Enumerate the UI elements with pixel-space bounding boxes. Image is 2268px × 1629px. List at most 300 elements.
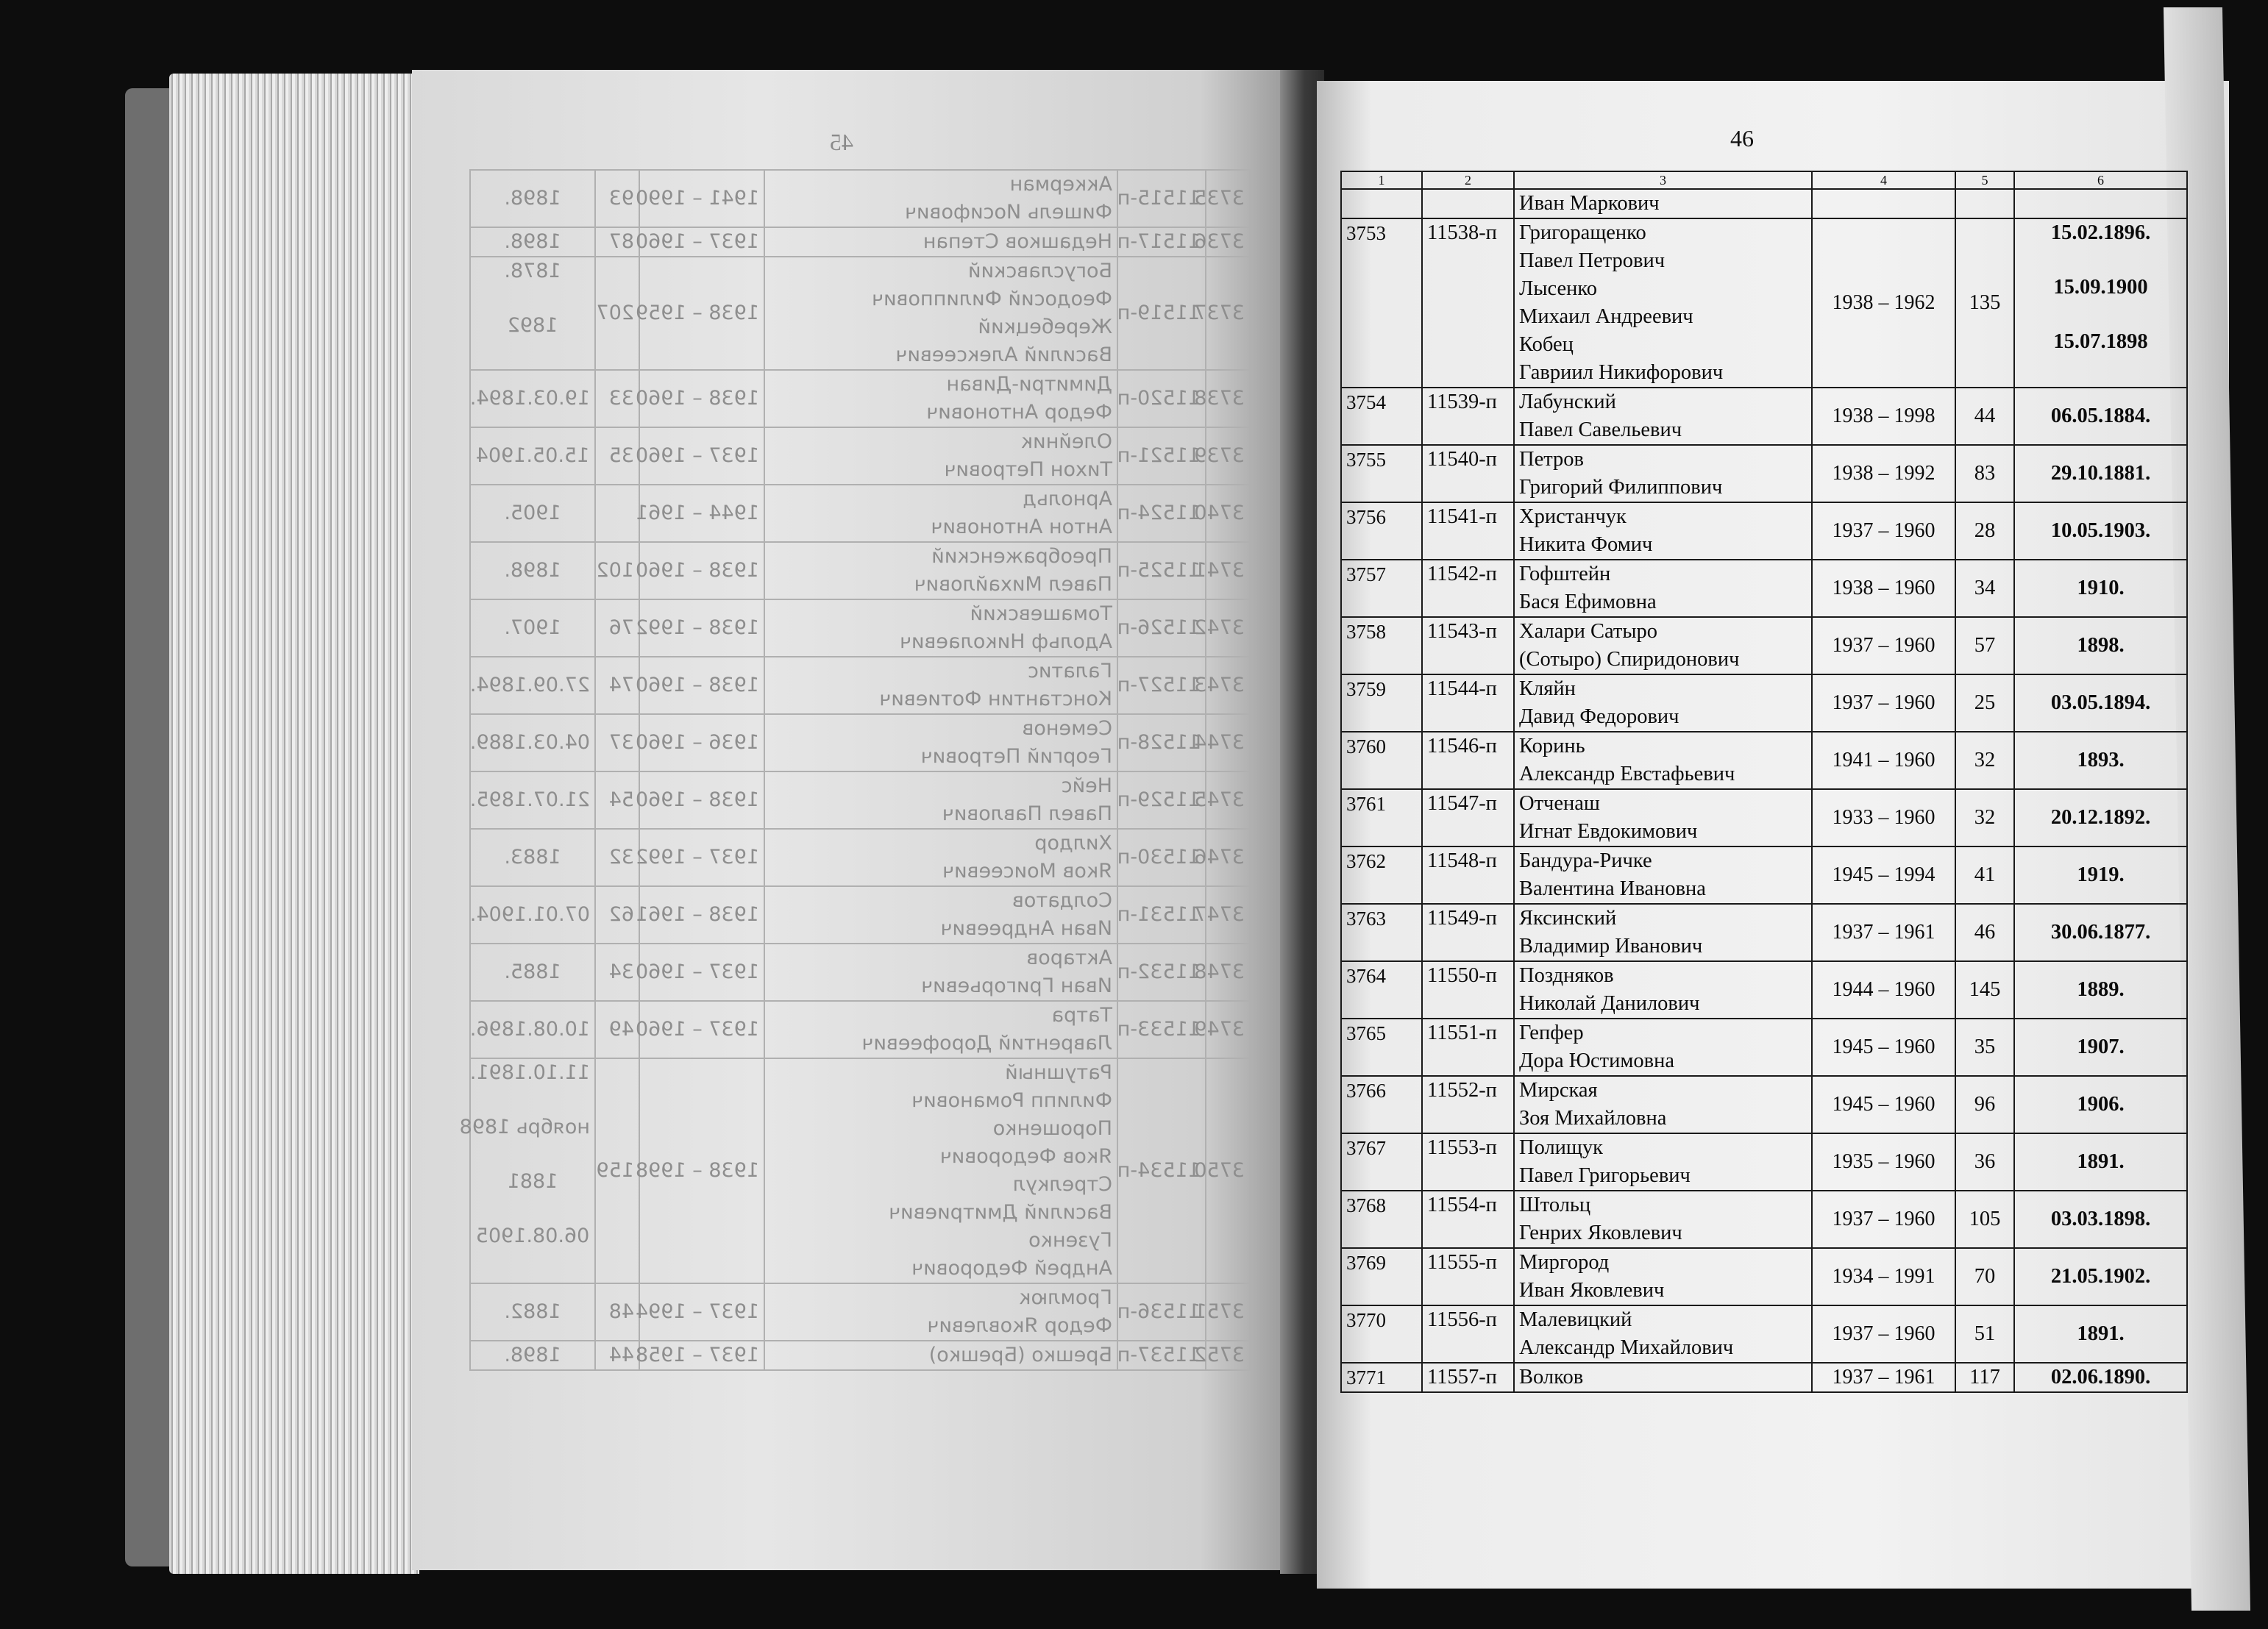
case-number: 11548-п — [1422, 846, 1514, 904]
years-range: 1938 – 1960 — [1812, 560, 1955, 617]
table-row — [470, 227, 1250, 257]
person-names — [764, 886, 1117, 944]
record-number: 3756 — [1341, 502, 1422, 560]
birth-date: 1891. — [2014, 1305, 2187, 1363]
name-line: Иван Яковлевич — [1519, 1279, 1665, 1302]
person-names — [1514, 617, 1812, 674]
sheet-count: 117 — [1955, 1363, 2014, 1392]
birth-date: 30.06.1877. — [2014, 904, 2187, 961]
record-number: 3754 — [1341, 388, 1422, 445]
years-range: 1937 – 1960 — [1812, 674, 1955, 732]
record-number: 3749 — [1206, 1001, 1250, 1058]
birth-date: 10.05.1903. — [2014, 502, 2187, 560]
record-number: 3747 — [1206, 886, 1250, 944]
years-range: 1945 – 1994 — [1812, 846, 1955, 904]
case-number: 11554-п — [1422, 1191, 1514, 1248]
name-line: Григорий Филиппович — [1519, 476, 1723, 499]
years-range: 1936 – 1960 — [639, 714, 764, 771]
case-number: 11527-п — [1117, 657, 1206, 714]
name-line: Иван Григорьевич — [921, 974, 1112, 997]
left-register-table — [459, 169, 1251, 1371]
table-row — [470, 485, 1250, 542]
register-table — [1340, 171, 2188, 1393]
sheet-count: 57 — [1955, 617, 2014, 674]
birth-date: 1919. — [2014, 846, 2187, 904]
name-line: Димитри-Диван — [946, 373, 1112, 396]
case-number: 11529-п — [1117, 771, 1206, 829]
case-number: 11520-п — [1117, 370, 1206, 427]
record-number: 3765 — [1341, 1019, 1422, 1076]
name-line: Отченаш — [1519, 792, 1600, 815]
birth-line: 15.02.1896. — [2050, 221, 2151, 244]
header-col-2: 2 — [1422, 171, 1514, 189]
table-row — [1341, 189, 2187, 218]
years-range: 1945 – 1960 — [1812, 1076, 1955, 1133]
name-line: Василий Алексеевич — [895, 343, 1112, 366]
birth-line: 1892 — [507, 314, 558, 337]
name-line: Актаров — [1026, 947, 1112, 969]
years-range: 1937 – 1960 — [1812, 617, 1955, 674]
name-line: Малевицкий — [1519, 1308, 1632, 1331]
person-names — [1514, 1363, 1812, 1392]
table-row — [470, 257, 1250, 370]
birth-date: 1882. — [470, 1283, 595, 1341]
record-number: 3743 — [1206, 657, 1250, 714]
person-names — [1514, 218, 1812, 388]
record-number: 3770 — [1341, 1305, 1422, 1363]
case-number — [1422, 189, 1514, 218]
table-row — [1341, 388, 2187, 445]
table-row — [1341, 904, 2187, 961]
sheet-count: 41 — [1955, 846, 2014, 904]
years-range: 1937 – 1958 — [639, 1341, 764, 1370]
table-row — [1341, 502, 2187, 560]
years-range: 1938 – 1962 — [1812, 218, 1955, 388]
record-number: 3758 — [1341, 617, 1422, 674]
name-line: Жеребецкий — [978, 316, 1112, 338]
left-page-number: 45 — [830, 129, 853, 155]
sheet-count: 32 — [1955, 789, 2014, 846]
sheet-count: 83 — [1955, 445, 2014, 502]
person-names — [764, 370, 1117, 427]
sheet-count: 49 — [595, 1001, 639, 1058]
name-line: Филипп Романович — [911, 1089, 1112, 1112]
record-number: 3759 — [1341, 674, 1422, 732]
table-row — [470, 771, 1250, 829]
page-edges — [169, 74, 419, 1574]
sheet-count: 48 — [595, 1283, 639, 1341]
header-col-1: 1 — [1341, 171, 1422, 189]
birth-date: 27.09.1894. — [470, 657, 595, 714]
birth-date — [470, 257, 595, 370]
birth-date: 1885. — [470, 944, 595, 1001]
person-names — [1514, 789, 1812, 846]
header-col-4: 4 — [1812, 171, 1955, 189]
name-line: Олейник — [1020, 430, 1112, 453]
birth-date: 1898. — [470, 1341, 595, 1370]
years-range: 1938 – 1960 — [639, 771, 764, 829]
name-line: Богуславский — [967, 260, 1112, 282]
table-row — [470, 599, 1250, 657]
name-line: Зоя Михайловна — [1519, 1107, 1667, 1130]
name-line: Яксинский — [1519, 907, 1617, 930]
name-line: Халари Сатыро — [1519, 620, 1658, 643]
name-line: Преображенский — [931, 545, 1112, 568]
name-line: Константин Фотиевич — [879, 688, 1112, 710]
birth-line: 15.07.1898 — [2053, 330, 2148, 353]
person-names — [764, 599, 1117, 657]
person-names — [1514, 388, 1812, 445]
record-number: 3744 — [1206, 714, 1250, 771]
person-names — [764, 170, 1117, 227]
name-line: Петров — [1519, 448, 1584, 471]
sheet-count: 35 — [1955, 1019, 2014, 1076]
record-number: 3764 — [1341, 961, 1422, 1019]
name-line: Михаил Андреевич — [1519, 305, 1693, 328]
table-row — [1341, 789, 2187, 846]
case-number: 11556-п — [1422, 1305, 1514, 1363]
years-range: 1937 – 1960 — [639, 1001, 764, 1058]
name-line: Лысенко — [1519, 277, 1598, 300]
record-number: 3757 — [1341, 560, 1422, 617]
name-line: Андрей Федорович — [911, 1257, 1112, 1280]
name-line: Антон Антонович — [931, 516, 1112, 538]
name-line: Мирская — [1519, 1079, 1598, 1102]
person-names — [1514, 445, 1812, 502]
years-range: 1941 – 1990 — [639, 170, 764, 227]
years-range: 1945 – 1960 — [1812, 1019, 1955, 1076]
years-range: 1933 – 1960 — [1812, 789, 1955, 846]
name-line: Миргород — [1519, 1251, 1610, 1274]
person-names — [764, 944, 1117, 1001]
record-number: 3742 — [1206, 599, 1250, 657]
years-range: 1937 – 1960 — [1812, 1305, 1955, 1363]
name-line: Гузенко — [1028, 1229, 1112, 1252]
case-number: 11544-п — [1422, 674, 1514, 732]
birth-date: 1898. — [470, 227, 595, 257]
years-range: 1938 – 1992 — [639, 599, 764, 657]
name-line: Томашевский — [970, 602, 1112, 625]
person-names — [1514, 1133, 1812, 1191]
record-number: 3768 — [1341, 1191, 1422, 1248]
years-range: 1937 – 1961 — [1812, 904, 1955, 961]
sheet-count: 44 — [595, 1341, 639, 1370]
sheet-count: 96 — [1955, 1076, 2014, 1133]
person-names — [764, 1058, 1117, 1283]
sheet-count: 54 — [595, 771, 639, 829]
case-number: 11533-п — [1117, 1001, 1206, 1058]
name-line: Василий Дмитриевич — [889, 1201, 1112, 1224]
sheet-count: 35 — [595, 427, 639, 485]
name-line: Павел Петрович — [1519, 249, 1666, 272]
name-line: Иван Маркович — [1519, 192, 1660, 215]
case-number: 11552-п — [1422, 1076, 1514, 1133]
name-line: Григоращенко — [1519, 221, 1646, 244]
birth-date: 06.05.1884. — [2014, 388, 2187, 445]
name-line: Порошенко — [992, 1117, 1112, 1140]
case-number: 11538-п — [1422, 218, 1514, 388]
years-range: 1938 – 1960 — [639, 657, 764, 714]
person-names — [1514, 904, 1812, 961]
birth-date: 07.01.1904. — [470, 886, 595, 944]
birth-date: 10.08.1896. — [470, 1001, 595, 1058]
case-number: 11536-п — [1117, 1283, 1206, 1341]
table-row — [470, 370, 1250, 427]
years-range: 1937 – 1960 — [639, 944, 764, 1001]
person-names — [764, 1341, 1117, 1370]
sheet-count: 74 — [595, 657, 639, 714]
case-number: 11517-п — [1117, 227, 1206, 257]
record-number: 3755 — [1341, 445, 1422, 502]
name-line: Гепфер — [1519, 1022, 1584, 1044]
person-names — [1514, 846, 1812, 904]
name-line: Владимир Иванович — [1519, 935, 1703, 958]
case-number: 11547-п — [1422, 789, 1514, 846]
name-line: Семенов — [1022, 717, 1112, 740]
name-line: Поздняков — [1519, 964, 1614, 987]
sheet-count: 207 — [595, 257, 639, 370]
person-names — [1514, 502, 1812, 560]
case-number: 11543-п — [1422, 617, 1514, 674]
case-number: 11557-п — [1422, 1363, 1514, 1392]
name-line: Хилдор — [1034, 832, 1112, 855]
sheet-count: 32 — [1955, 732, 2014, 789]
person-names — [764, 714, 1117, 771]
name-line: Иван Андреевич — [940, 917, 1112, 940]
sheet-count: 34 — [595, 944, 639, 1001]
record-number: 3737 — [1206, 257, 1250, 370]
case-number: 11555-п — [1422, 1248, 1514, 1305]
sheet-count: 105 — [1955, 1191, 2014, 1248]
birth-date: 03.03.1898. — [2014, 1191, 2187, 1248]
case-number: 11519-п — [1117, 257, 1206, 370]
name-line: Волков — [1519, 1366, 1584, 1389]
name-line: Александр Евстафьевич — [1519, 763, 1735, 785]
sheet-count: 145 — [1955, 961, 2014, 1019]
birth-date: 1898. — [2014, 617, 2187, 674]
sheet-count: 159 — [595, 1058, 639, 1283]
birth-date: 21.05.1902. — [2014, 1248, 2187, 1305]
birth-date: 1891. — [2014, 1133, 2187, 1191]
table-row — [1341, 1076, 2187, 1133]
birth-date: 1898. — [470, 170, 595, 227]
sheet-count: 46 — [1955, 904, 2014, 961]
case-number: 11540-п — [1422, 445, 1514, 502]
person-names — [764, 829, 1117, 886]
sheet-count: 25 — [1955, 674, 2014, 732]
table-row — [470, 1058, 1250, 1283]
record-number: 3750 — [1206, 1058, 1250, 1283]
sheet-count: 102 — [595, 542, 639, 599]
birth-date: 03.05.1894. — [2014, 674, 2187, 732]
name-line: Яков Моисеевич — [942, 860, 1112, 883]
case-number: 11532-п — [1117, 944, 1206, 1001]
record-number: 3771 — [1341, 1363, 1422, 1392]
sheet-count: 44 — [1955, 388, 2014, 445]
birth-date — [459, 1058, 595, 1283]
person-names — [764, 485, 1117, 542]
birth-date: 1883. — [470, 829, 595, 886]
person-names — [764, 657, 1117, 714]
name-line: Стрелкул — [1012, 1173, 1112, 1196]
sheet-count: 36 — [1955, 1133, 2014, 1191]
person-names — [764, 257, 1117, 370]
sheet-count: 33 — [595, 370, 639, 427]
birth-line: 1881 — [507, 1170, 558, 1193]
table-row — [1341, 1019, 2187, 1076]
name-line: Игнат Евдокимович — [1519, 820, 1698, 843]
years-range: 1944 – 1960 — [1812, 961, 1955, 1019]
case-number: 11528-п — [1117, 714, 1206, 771]
name-line: Коринь — [1519, 735, 1585, 758]
name-line: Брешко (Брешко) — [928, 1344, 1112, 1366]
birth-date: 1889. — [2014, 961, 2187, 1019]
name-line: Кляйн — [1519, 677, 1576, 700]
name-line: Тихон Петрович — [944, 458, 1112, 481]
name-line: Нейс — [1061, 774, 1112, 797]
birth-date: 19.03.1894. — [470, 370, 595, 427]
case-number: 11542-п — [1422, 560, 1514, 617]
name-line: Георгий Петрович — [920, 745, 1112, 768]
table-row — [1341, 1191, 2187, 1248]
table-row — [1341, 617, 2187, 674]
sheet-count — [595, 485, 639, 542]
years-range: 1934 – 1991 — [1812, 1248, 1955, 1305]
years-range: 1938 – 1961 — [639, 886, 764, 944]
record-number: 3748 — [1206, 944, 1250, 1001]
name-line: Бандура-Ричке — [1519, 849, 1652, 872]
table-row — [1341, 218, 2187, 388]
birth-date: 20.12.1892. — [2014, 789, 2187, 846]
name-line: Громлюк — [1019, 1286, 1112, 1309]
person-names — [1514, 732, 1812, 789]
record-number: 3769 — [1341, 1248, 1422, 1305]
record-number: 3763 — [1341, 904, 1422, 961]
person-names — [1514, 1019, 1812, 1076]
name-line: Недашков Степан — [923, 230, 1112, 253]
record-number: 3751 — [1206, 1283, 1250, 1341]
case-number: 11526-п — [1117, 599, 1206, 657]
name-line: Павел Савельевич — [1519, 418, 1682, 441]
record-number — [1341, 189, 1422, 218]
record-number: 3741 — [1206, 542, 1250, 599]
person-names — [1514, 1076, 1812, 1133]
years-range: 1938 – 1960 — [639, 370, 764, 427]
name-line: Николай Данилович — [1519, 992, 1700, 1015]
name-line: Никита Фомич — [1519, 533, 1653, 556]
years-range: 1937 – 1960 — [1812, 502, 1955, 560]
case-number: 11541-п — [1422, 502, 1514, 560]
record-number: 3753 — [1341, 218, 1422, 388]
sheet-count: 32 — [595, 829, 639, 886]
years-range: 1938 – 1992 — [1812, 445, 1955, 502]
name-line: Гофштейн — [1519, 563, 1611, 585]
sheet-count: 87 — [595, 227, 639, 257]
birth-date — [2014, 218, 2187, 388]
name-line: Солдатов — [1012, 889, 1112, 912]
birth-date: 21.07.1895. — [470, 771, 595, 829]
case-number: 11553-п — [1422, 1133, 1514, 1191]
years-range: 1938 – 1959 — [639, 257, 764, 370]
record-number: 3740 — [1206, 485, 1250, 542]
case-number: 11524-п — [1117, 485, 1206, 542]
record-number: 3746 — [1206, 829, 1250, 886]
right-page-number: 46 — [1730, 125, 1754, 152]
record-number: 3762 — [1341, 846, 1422, 904]
table-row — [470, 170, 1250, 227]
sheet-count — [1955, 189, 2014, 218]
case-number: 11534-п — [1117, 1058, 1206, 1283]
left-page-content — [459, 125, 1251, 1456]
record-number: 3766 — [1341, 1076, 1422, 1133]
name-line: Валентина Ивановна — [1519, 877, 1706, 900]
table-row — [470, 829, 1250, 886]
birth-date: 1910. — [2014, 560, 2187, 617]
table-row — [470, 1283, 1250, 1341]
years-range: 1941 – 1960 — [1812, 732, 1955, 789]
years-range — [1812, 189, 1955, 218]
sheet-count: 70 — [1955, 1248, 2014, 1305]
sheet-count: 76 — [595, 599, 639, 657]
person-names — [764, 427, 1117, 485]
case-number: 11521-п — [1117, 427, 1206, 485]
record-number: 3739 — [1206, 427, 1250, 485]
years-range: 1938 – 1998 — [1812, 388, 1955, 445]
name-line: Александр Михайлович — [1519, 1336, 1734, 1359]
years-range: 1937 – 1961 — [1812, 1363, 1955, 1392]
case-number: 11515-п — [1117, 170, 1206, 227]
years-range: 1937 – 1992 — [639, 829, 764, 886]
header-col-5: 5 — [1955, 171, 2014, 189]
birth-line: 06.08.1905 — [475, 1225, 590, 1247]
person-names — [764, 542, 1117, 599]
birth-date: 29.10.1881. — [2014, 445, 2187, 502]
years-range: 1937 – 1960 — [639, 227, 764, 257]
record-number: 3738 — [1206, 370, 1250, 427]
name-line: Кобец — [1519, 333, 1574, 356]
person-names — [1514, 1305, 1812, 1363]
name-line: Павел Михайлович — [914, 573, 1112, 596]
birth-date: 1907. — [470, 599, 595, 657]
table-row — [1341, 560, 2187, 617]
table-row — [1341, 1133, 2187, 1191]
case-number: 11537-п — [1117, 1341, 1206, 1370]
person-names — [764, 1001, 1117, 1058]
name-line: Федор Яковлевич — [927, 1314, 1112, 1337]
name-line: Аккерман — [1009, 173, 1112, 196]
years-range: 1935 – 1960 — [1812, 1133, 1955, 1191]
name-line: Штольц — [1519, 1194, 1591, 1216]
name-line: Арнольд — [1023, 488, 1112, 510]
birth-date: 1905. — [470, 485, 595, 542]
name-line: Христанчук — [1519, 505, 1627, 528]
name-line: Дора Юстимовна — [1519, 1049, 1675, 1072]
years-range: 1937 – 1994 — [639, 1283, 764, 1341]
name-line: Бася Ефимовна — [1519, 591, 1657, 613]
sheet-count: 135 — [1955, 218, 2014, 388]
table-row — [470, 427, 1250, 485]
case-number: 11539-п — [1422, 388, 1514, 445]
sheet-count: 34 — [1955, 560, 2014, 617]
person-names — [1514, 1191, 1812, 1248]
case-number: 11530-п — [1117, 829, 1206, 886]
years-range: 1938 – 1960 — [639, 542, 764, 599]
person-names — [764, 771, 1117, 829]
name-line: Полищук — [1519, 1136, 1603, 1159]
name-line: Федор Антонович — [926, 401, 1112, 424]
name-line: Гавриил Никифорович — [1519, 361, 1724, 384]
birth-date: 1893. — [2014, 732, 2187, 789]
